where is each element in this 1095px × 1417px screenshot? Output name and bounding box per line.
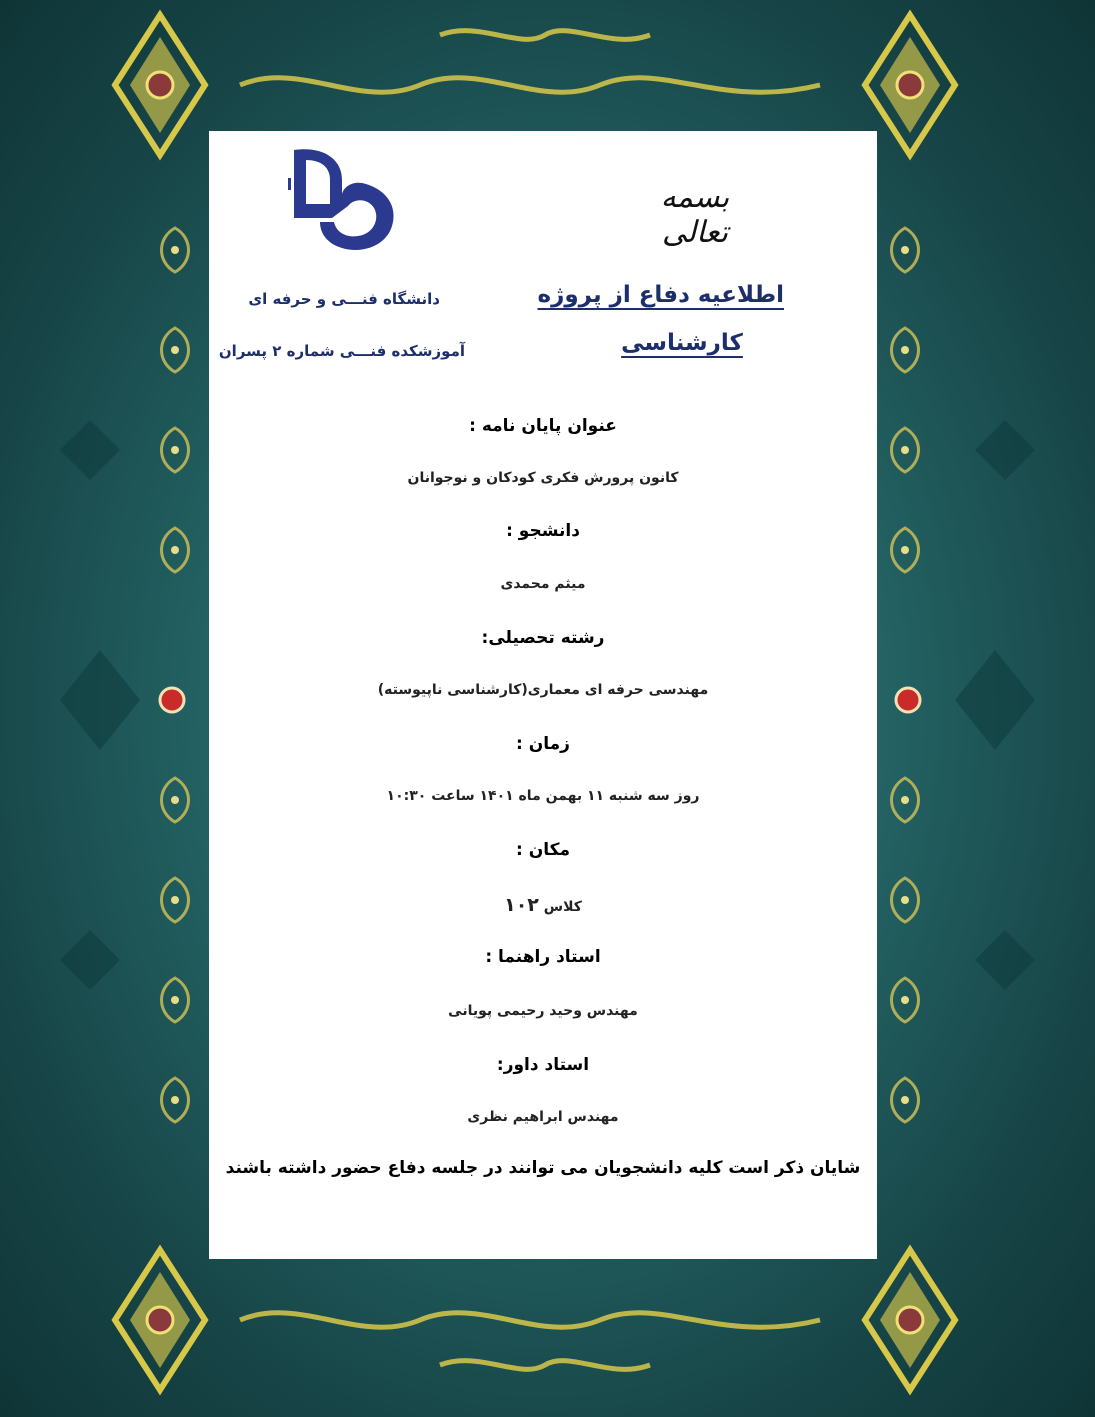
footer-note: شایان ذکر است کلیه دانشجویان می توانند در جلسه دفاع حضور داشته باشند — [225, 1158, 861, 1178]
thesis-title-value: کانون پرورش فکری کودکان و نوجوانان — [407, 470, 679, 486]
student-label: دانشجو : — [506, 521, 580, 541]
examiner-label: استاد داور: — [496, 1055, 590, 1075]
announcement-title: اطلاعیه دفاع از پروژه — [537, 282, 784, 308]
university-logo — [282, 146, 402, 256]
location-value — [209, 894, 877, 916]
student-value: میثم محمدی — [500, 576, 586, 592]
college-name: آموزشکده فنـــی شماره ۲ پسران — [218, 342, 465, 360]
examiner-value: مهندس ابراهیم نظری — [467, 1109, 619, 1125]
time-value: روز سه شنبه ۱۱ بهمن ماه ۱۴۰۱ ساعت ۱۰:۳۰ — [386, 788, 700, 804]
supervisor-label: استاد راهنما : — [485, 947, 601, 967]
university-name: دانشگاه فنـــی و حرفه ای — [248, 290, 440, 308]
thesis-title-label: عنوان پایان نامه : — [469, 416, 617, 436]
major-label: رشته تحصیلی: — [481, 628, 605, 648]
basmala: بسمه تعالی — [660, 180, 730, 250]
location-room-prefix: کلاس — [543, 899, 582, 915]
location-room-number: ۱۰۲ — [504, 894, 539, 916]
major-value: مهندسی حرفه ای معماری(کارشناسی ناپیوسته) — [377, 682, 709, 698]
announcement-title-line2: کارشناسی — [621, 330, 743, 356]
time-label: زمان : — [516, 734, 570, 754]
location-label: مکان : — [515, 840, 571, 860]
supervisor-value: مهندس وحید رحیمی پویانی — [448, 1003, 638, 1019]
